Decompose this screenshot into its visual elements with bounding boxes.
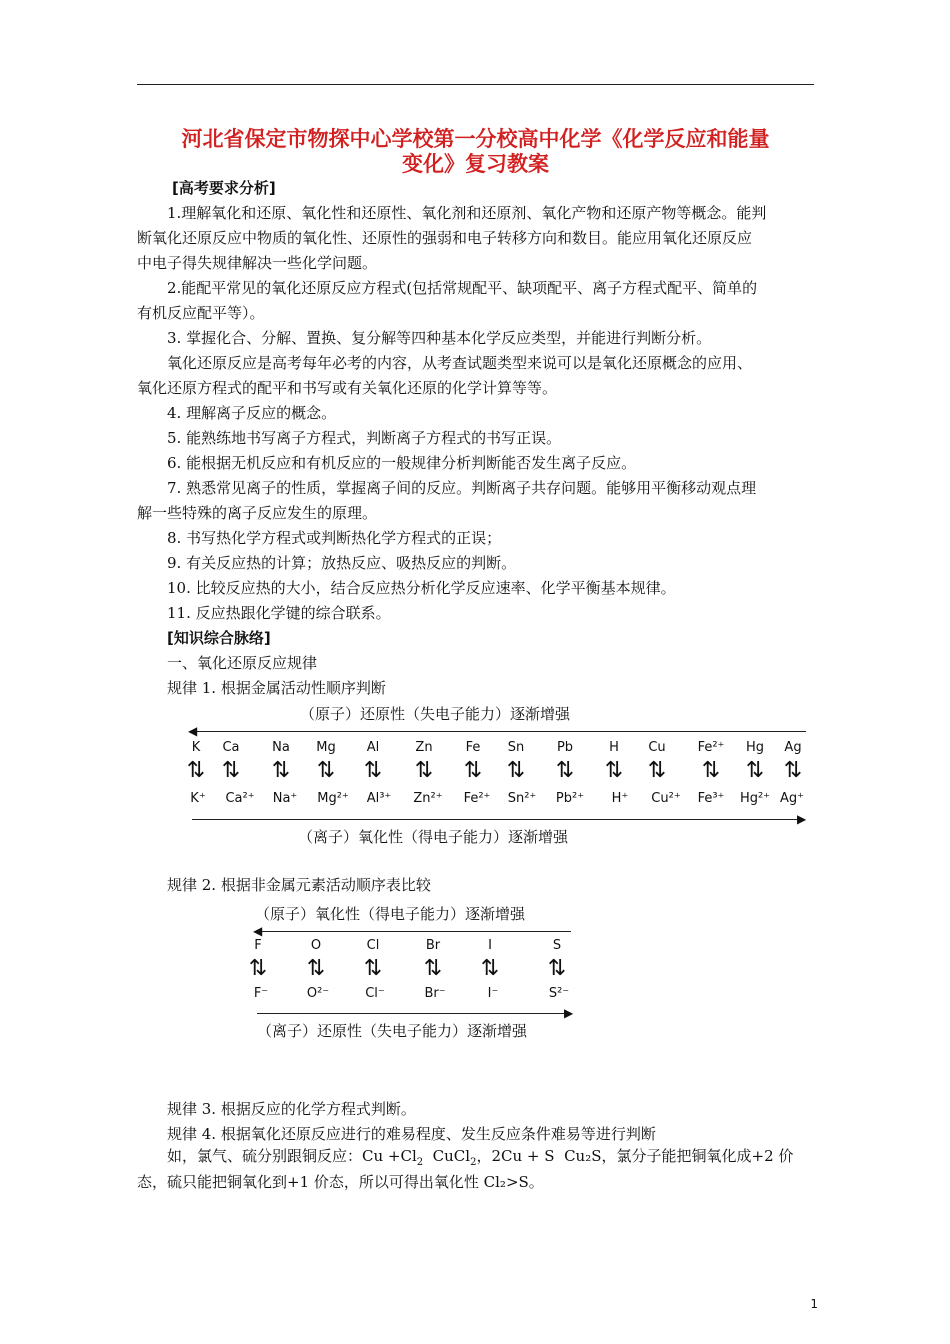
metal-ion: Fe³⁺ xyxy=(697,791,725,806)
req-line-13: 解一些特殊的离子反应发生的原理。 xyxy=(137,504,378,522)
document-title-line2: 变化》复习教案 xyxy=(402,152,549,176)
metal-atom: Hg xyxy=(745,740,765,755)
left-arrowhead-icon: ◀ xyxy=(188,724,198,738)
metal-bottom-arrow-line xyxy=(192,819,802,820)
nonmetal-ion: O²⁻ xyxy=(306,986,330,1001)
metal-ion: Fe²⁺ xyxy=(463,791,491,806)
nonmetal-atom: Br xyxy=(425,938,441,953)
metal-top-arrow-line xyxy=(194,731,806,732)
equilibrium-arrow-icon: ⇅ xyxy=(316,758,336,783)
metal-atom: K xyxy=(191,740,201,755)
nonmetal-top-label: （原子）氧化性（得电子能力）逐渐增强 xyxy=(255,905,526,923)
metal-ion: Na⁺ xyxy=(272,791,298,806)
document-title-line1: 河北省保定市物探中心学校第一分校高中化学《化学反应和能量 xyxy=(181,127,770,151)
metal-top-label: （原子）还原性（失电子能力）逐渐增强 xyxy=(300,705,571,723)
metal-atom: Cu xyxy=(648,740,666,755)
section-1-heading: 一、氧化还原反应规律 xyxy=(167,654,318,672)
req-line-15: 9. 有关反应热的计算；放热反应、吸热反应的判断。 xyxy=(167,554,517,572)
metal-atom: H xyxy=(609,740,619,755)
nonmetal-bottom-label: （离子）还原性（失电子能力）逐渐增强 xyxy=(257,1022,528,1040)
header-rule xyxy=(137,84,814,85)
metal-atom: Al xyxy=(366,740,380,755)
equilibrium-arrow-icon: ⇅ xyxy=(248,956,268,981)
metal-atom: Ca xyxy=(222,740,240,755)
example-text: 如，氯气、硫分别跟铜反应：Cu +Cl xyxy=(167,1147,417,1165)
metal-bottom-label: （离子）氧化性（得电子能力）逐渐增强 xyxy=(298,828,569,846)
req-line-5: 有机反应配平等）。 xyxy=(137,304,265,322)
metal-ion: K⁺ xyxy=(190,791,206,806)
metal-ion: Ca²⁺ xyxy=(225,791,255,806)
nonmetal-ion: Cl⁻ xyxy=(365,986,385,1001)
equilibrium-arrow-icon: ⇅ xyxy=(186,758,206,783)
req-line-11: 6. 能根据无机反应和有机反应的一般规律分析判断能否发生离子反应。 xyxy=(167,454,637,472)
req-line-6: 3. 掌握化合、分解、置换、复分解等四种基本化学反应类型，并能进行判断分析。 xyxy=(167,329,712,347)
left-arrowhead-icon: ◀ xyxy=(253,924,263,938)
nonmetal-activity-diagram xyxy=(245,898,585,1048)
metal-atom: Fe xyxy=(465,740,481,755)
rule-3: 规律 3. 根据反应的化学方程式判断。 xyxy=(167,1100,416,1118)
nonmetal-equilibrium-arrows xyxy=(245,958,585,984)
metal-activity-diagram xyxy=(180,698,820,853)
req-line-16: 10. 比较反应热的大小，结合反应热分析化学反应速率、化学平衡基本规律。 xyxy=(167,579,676,597)
equilibrium-arrow-icon: ⇅ xyxy=(604,758,624,783)
nonmetal-top-arrow-line xyxy=(259,931,571,932)
metal-atom: Fe²⁺ xyxy=(697,740,725,755)
metal-ion: Ag⁺ xyxy=(779,791,805,806)
metal-ion: Al³⁺ xyxy=(366,791,392,806)
knowledge-heading: [知识综合脉络] xyxy=(167,629,271,647)
nonmetal-ion: I⁻ xyxy=(487,986,499,1001)
example-text: CuCl xyxy=(432,1147,471,1165)
metal-atom: Pb xyxy=(556,740,574,755)
metal-ion-row xyxy=(180,791,820,811)
metal-atom-row xyxy=(180,740,820,760)
rule-1: 规律 1. 根据金属活动性顺序判断 xyxy=(167,679,386,697)
equilibrium-arrow-icon: ⇅ xyxy=(363,956,383,981)
req-line-10: 5. 能熟练地书写离子方程式，判断离子方程式的书写正误。 xyxy=(167,429,562,447)
metal-ion: Mg²⁺ xyxy=(317,791,349,806)
req-line-1: 1.理解氧化和还原、氧化性和还原性、氧化剂和还原剂、氧化产物和还原产物等概念。能判 xyxy=(167,204,767,222)
nonmetal-ion-row xyxy=(245,986,585,1006)
equilibrium-arrow-icon: ⇅ xyxy=(463,758,483,783)
nonmetal-atom: S xyxy=(552,938,562,953)
equilibrium-arrow-icon: ⇅ xyxy=(647,758,667,783)
rule-4: 规律 4. 根据氧化还原反应进行的难易程度、发生反应条件难易等进行判断 xyxy=(167,1125,656,1143)
example-line-1: 如，氯气、硫分别跟铜反应：$Cu +Cl_2$ CuCl$_2$，2Cu + S Cu₂S，氯分子能把铜氧化成+2 价 xyxy=(167,1147,794,1168)
req-line-3: 中电子得失规律解决一些化学问题。 xyxy=(137,254,378,272)
metal-ion: Zn²⁺ xyxy=(413,791,443,806)
metal-atom: Sn xyxy=(507,740,525,755)
equilibrium-arrow-icon: ⇅ xyxy=(701,758,721,783)
equilibrium-arrow-icon: ⇅ xyxy=(271,758,291,783)
equilibrium-arrow-icon: ⇅ xyxy=(547,956,567,981)
nonmetal-ion: F⁻ xyxy=(253,986,269,1001)
rule-2: 规律 2. 根据非金属元素活动顺序表比较 xyxy=(167,876,431,894)
nonmetal-atom: O xyxy=(310,938,322,953)
nonmetal-atom-row xyxy=(245,938,585,958)
equilibrium-arrow-icon: ⇅ xyxy=(363,758,383,783)
nonmetal-atom: Cl xyxy=(366,938,380,953)
equilibrium-arrow-icon: ⇅ xyxy=(506,758,526,783)
nonmetal-ion: Br⁻ xyxy=(424,986,446,1001)
page-number: 1 xyxy=(810,1297,818,1311)
equilibrium-arrow-icon: ⇅ xyxy=(306,956,326,981)
req-line-2: 断氧化还原反应中物质的氧化性、还原性的强弱和电子转移方向和数目。能应用氧化还原反应 xyxy=(137,229,753,247)
nonmetal-atom: I xyxy=(488,938,492,953)
metal-atom: Na xyxy=(272,740,290,755)
metal-atom: Ag xyxy=(784,740,802,755)
equilibrium-arrow-icon: ⇅ xyxy=(480,956,500,981)
equilibrium-arrow-icon: ⇅ xyxy=(745,758,765,783)
nonmetal-ion: S²⁻ xyxy=(548,986,570,1001)
example-line-2: 态，硫只能把铜氧化到+1 价态，所以可得出氧化性 Cl₂>S。 xyxy=(137,1173,544,1191)
equilibrium-arrow-icon: ⇅ xyxy=(414,758,434,783)
equilibrium-arrow-icon: ⇅ xyxy=(783,758,803,783)
metal-ion: Hg²⁺ xyxy=(739,791,771,806)
req-line-8: 氧化还原方程式的配平和书写或有关氧化还原的化学计算等等。 xyxy=(137,379,558,397)
metal-ion: Cu²⁺ xyxy=(651,791,681,806)
metal-ion: Sn²⁺ xyxy=(507,791,537,806)
metal-atom: Mg xyxy=(316,740,336,755)
req-line-17: 11. 反应热跟化学键的综合联系。 xyxy=(167,604,391,622)
req-line-12: 7. 熟悉常见离子的性质，掌握离子间的反应。判断离子共存问题。能够用平衡移动观点理 xyxy=(167,479,757,497)
example-text: ，2Cu + S xyxy=(476,1147,555,1165)
requirements-heading: [高考要求分析] xyxy=(172,179,276,197)
metal-ion: H⁺ xyxy=(611,791,629,806)
equilibrium-arrow-icon: ⇅ xyxy=(221,758,241,783)
nonmetal-atom: F xyxy=(254,938,262,953)
right-arrowhead-icon: ▶ xyxy=(797,812,807,826)
req-line-14: 8. 书写热化学方程式或判断热化学方程式的正误； xyxy=(167,529,502,547)
req-line-4: 2.能配平常见的氧化还原反应方程式(包括常规配平、缺项配平、离子方程式配平、简单的 xyxy=(167,279,758,297)
metal-equilibrium-arrows xyxy=(180,760,820,786)
right-arrowhead-icon: ▶ xyxy=(564,1006,574,1020)
metal-ion: Pb²⁺ xyxy=(555,791,585,806)
req-line-9: 4. 理解离子反应的概念。 xyxy=(167,404,337,422)
example-text: Cu₂S，氯分子能把铜氧化成+2 价 xyxy=(564,1147,794,1165)
metal-atom: Zn xyxy=(415,740,433,755)
nonmetal-bottom-arrow-line xyxy=(257,1013,569,1014)
req-line-7: 氧化还原反应是高考每年必考的内容，从考查试题类型来说可以是氧化还原概念的应用、 xyxy=(167,354,753,372)
equilibrium-arrow-icon: ⇅ xyxy=(555,758,575,783)
equilibrium-arrow-icon: ⇅ xyxy=(423,956,443,981)
